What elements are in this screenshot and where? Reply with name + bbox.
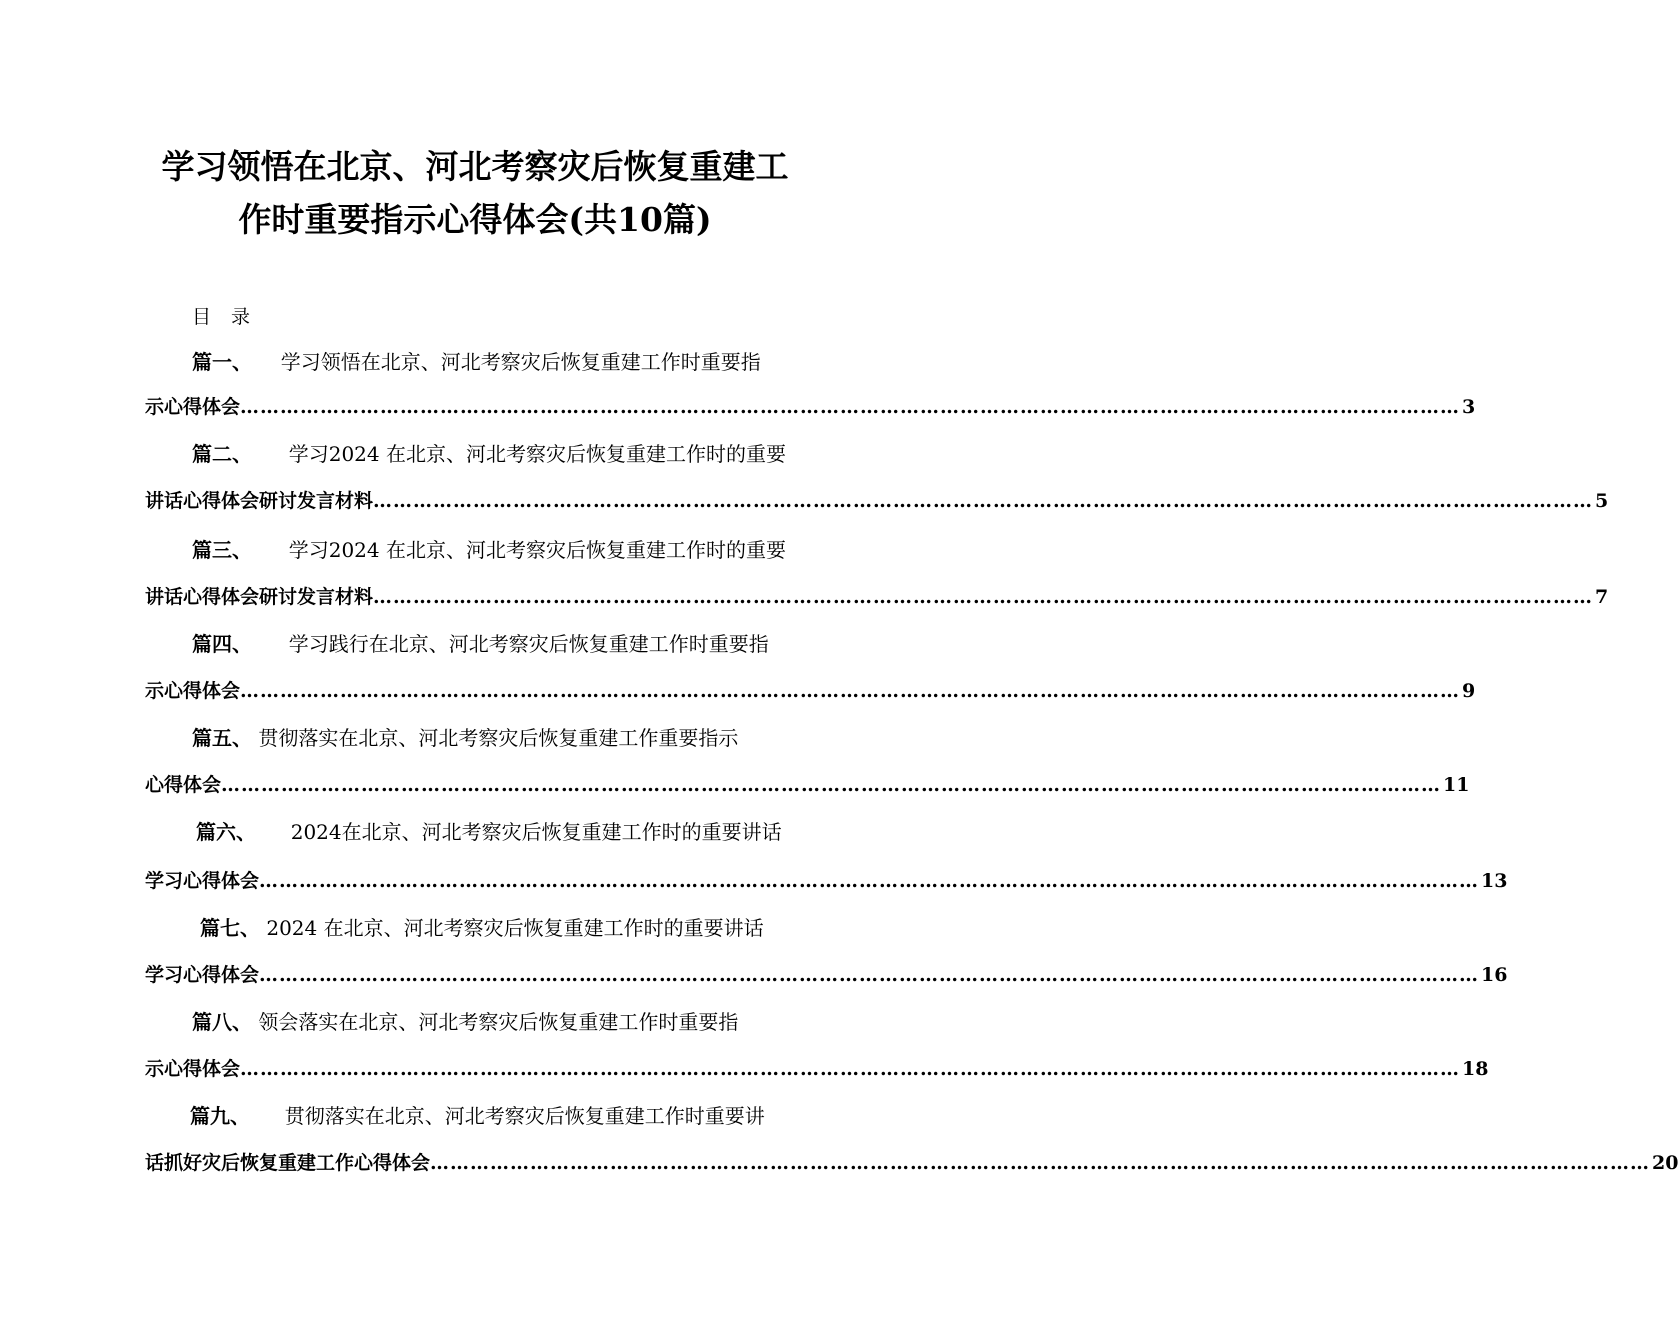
toc-entry-3-line-1 bbox=[192, 540, 786, 560]
toc-page-number: 11 bbox=[1443, 774, 1470, 796]
toc-leader-dots: ………………………………………………………………………………………………………………………………………………………………… bbox=[240, 680, 1461, 702]
toc-entry-label: 篇八、 bbox=[192, 1010, 252, 1034]
toc-entry-title: 领会落实在北京、河北考察灾后恢复重建工作时重要指 bbox=[258, 1010, 739, 1034]
toc-entry-2-line-1 bbox=[192, 444, 786, 464]
toc-entry-title: 学习领悟在北京、河北考察灾后恢复重建工作时重要指 bbox=[280, 350, 761, 374]
toc-leader-dots: ………………………………………………………………………………………………………………………………………………………………… bbox=[373, 490, 1594, 512]
document-title-line-2: 作时重要指示心得体会(共10篇) bbox=[238, 200, 712, 239]
toc-entry-3-line-2 bbox=[145, 586, 1609, 608]
toc-page-number: 5 bbox=[1595, 490, 1609, 512]
toc-entry-label: 篇一、 bbox=[192, 350, 252, 374]
toc-entry-title-cont: 学习心得体会 bbox=[145, 870, 260, 892]
toc-entry-6-line-2 bbox=[145, 870, 1508, 892]
toc-leader-dots: ………………………………………………………………………………………………………………………………………………………………… bbox=[373, 586, 1594, 608]
toc-entry-label: 篇七、 bbox=[200, 916, 260, 940]
toc-entry-8-line-1 bbox=[192, 1012, 738, 1032]
toc-entry-title-cont: 讲话心得体会研讨发言材料 bbox=[145, 490, 374, 512]
toc-entry-label: 篇二、 bbox=[192, 442, 252, 466]
toc-leader-dots: ………………………………………………………………………………………………………………………………………………………………… bbox=[240, 1058, 1461, 1080]
toc-entry-title: 学习2024 在北京、河北考察灾后恢复重建工作时的重要 bbox=[288, 538, 786, 562]
toc-heading: 目录 bbox=[192, 306, 271, 328]
toc-entry-title-cont: 示心得体会 bbox=[145, 396, 241, 418]
toc-entry-2-line-2 bbox=[145, 490, 1609, 512]
toc-leader-dots: ………………………………………………………………………………………………………………………………………………………………… bbox=[240, 396, 1461, 418]
toc-entry-title: 2024在北京、河北考察灾后恢复重建工作时的重要讲话 bbox=[290, 820, 782, 844]
toc-entry-8-line-2 bbox=[145, 1058, 1489, 1080]
toc-entry-title: 学习2024 在北京、河北考察灾后恢复重建工作时的重要 bbox=[288, 442, 786, 466]
toc-leader-dots: ………………………………………………………………………………………………………………………………………………………………… bbox=[259, 964, 1480, 986]
toc-entry-label: 篇九、 bbox=[190, 1104, 250, 1128]
toc-entry-7-line-1 bbox=[200, 918, 764, 938]
toc-entry-4-line-1 bbox=[192, 634, 769, 654]
toc-entry-7-line-2 bbox=[145, 964, 1508, 986]
toc-page-number: 18 bbox=[1462, 1058, 1489, 1080]
toc-entry-title: 2024 在北京、河北考察灾后恢复重建工作时的重要讲话 bbox=[266, 916, 764, 940]
toc-entry-label: 篇三、 bbox=[192, 538, 252, 562]
toc-entry-1-line-2 bbox=[145, 396, 1476, 418]
toc-entry-5-line-2 bbox=[145, 774, 1470, 796]
toc-entry-4-line-2 bbox=[145, 680, 1476, 702]
toc-leader-dots: ………………………………………………………………………………………………………………………………………………………………… bbox=[221, 774, 1442, 796]
toc-entry-title-cont: 心得体会 bbox=[145, 774, 222, 796]
toc-entry-label: 篇四、 bbox=[192, 632, 252, 656]
toc-entry-label: 篇五、 bbox=[192, 726, 252, 750]
toc-leader-dots: ………………………………………………………………………………………………………………………………………………………………… bbox=[259, 870, 1480, 892]
toc-entry-9-line-1 bbox=[190, 1106, 765, 1126]
toc-entry-title: 贯彻落实在北京、河北考察灾后恢复重建工作时重要讲 bbox=[284, 1104, 765, 1128]
toc-leader-dots: ………………………………………………………………………………………………………………………………………………………………… bbox=[430, 1152, 1651, 1174]
toc-entry-label: 篇六、 bbox=[196, 820, 256, 844]
toc-page-number: 16 bbox=[1481, 964, 1508, 986]
document-title-line-1: 学习领悟在北京、河北考察灾后恢复重建工 bbox=[161, 147, 789, 186]
toc-entry-5-line-1 bbox=[192, 728, 738, 748]
toc-page-number: 9 bbox=[1462, 680, 1476, 702]
toc-page-number: 7 bbox=[1595, 586, 1609, 608]
toc-entry-1-line-1 bbox=[192, 352, 761, 372]
toc-page-number: 13 bbox=[1481, 870, 1508, 892]
toc-entry-title-cont: 话抓好灾后恢复重建工作心得体会 bbox=[145, 1152, 431, 1174]
toc-entry-6-line-1 bbox=[196, 822, 782, 842]
toc-entry-9-line-2 bbox=[145, 1152, 1678, 1174]
toc-page-number: 3 bbox=[1462, 396, 1476, 418]
toc-entry-title-cont: 示心得体会 bbox=[145, 1058, 241, 1080]
toc-entry-title: 贯彻落实在北京、河北考察灾后恢复重建工作重要指示 bbox=[258, 726, 739, 750]
toc-entry-title-cont: 讲话心得体会研讨发言材料 bbox=[145, 586, 374, 608]
toc-entry-title: 学习践行在北京、河北考察灾后恢复重建工作时重要指 bbox=[288, 632, 769, 656]
toc-entry-title-cont: 示心得体会 bbox=[145, 680, 241, 702]
toc-entry-title-cont: 学习心得体会 bbox=[145, 964, 260, 986]
toc-page-number: 20 bbox=[1652, 1152, 1678, 1174]
